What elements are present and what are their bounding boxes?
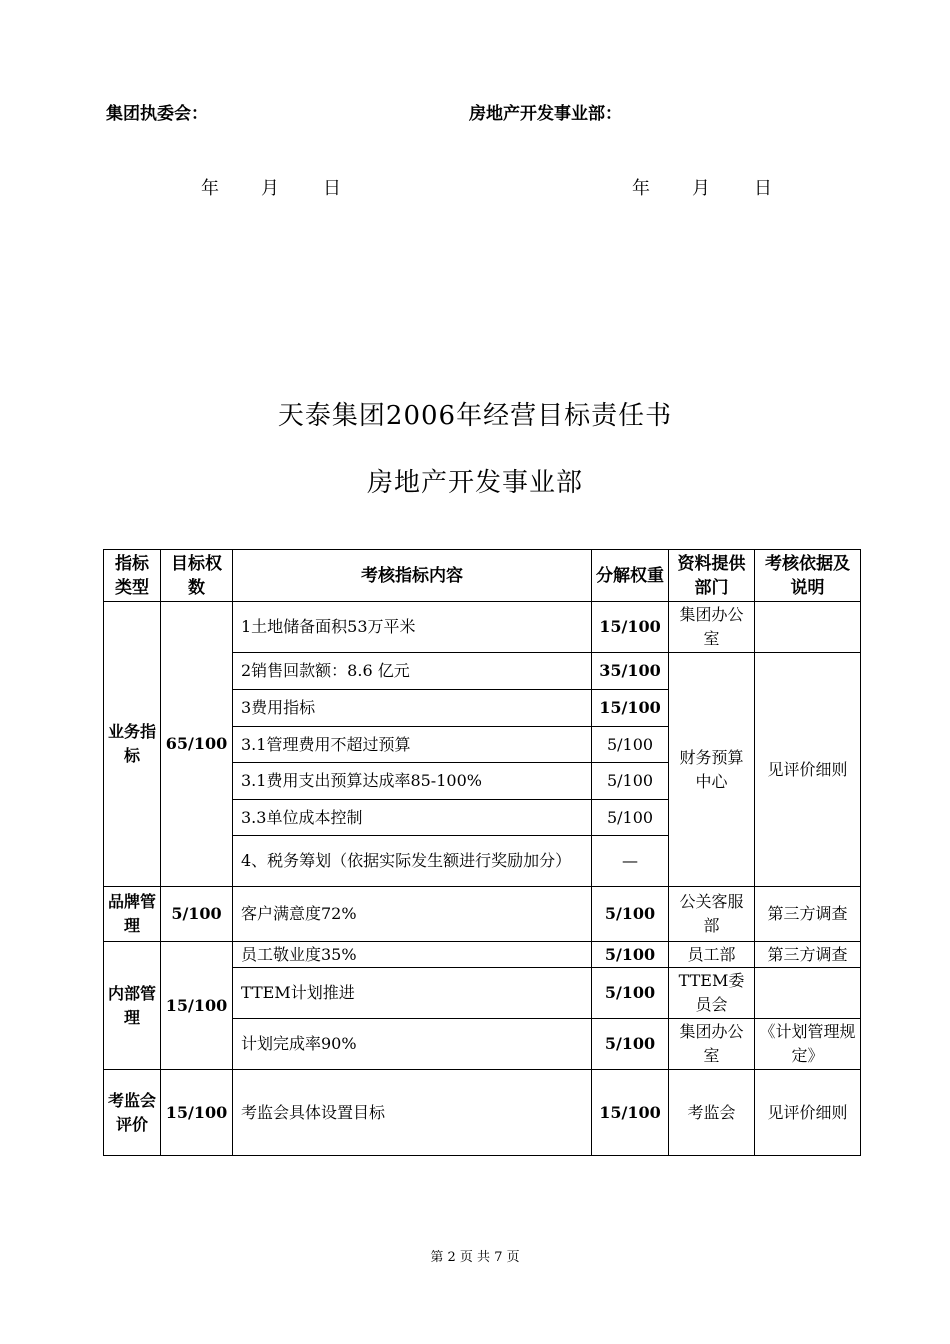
- day-label: 日: [754, 178, 772, 199]
- document-subtitle: 房地产开发事业部: [366, 468, 583, 498]
- division-signature-label: 房地产开发事业部：: [469, 104, 622, 124]
- basis-cell: 见评价细则: [755, 653, 861, 887]
- header-cell: 指标类型: [104, 550, 161, 602]
- indicator-content-cell: 3.3单位成本控制: [233, 800, 592, 836]
- target-responsibility-table: [103, 549, 861, 1156]
- year-label: 年: [632, 178, 650, 199]
- basis-cell: 第三方调查: [755, 887, 861, 942]
- indicator-content-cell: 3费用指标: [233, 690, 592, 727]
- indicator-content-cell: TTEM计划推进: [233, 968, 592, 1019]
- month-label: 月: [261, 178, 279, 199]
- header-cell: 考核指标内容: [233, 550, 592, 602]
- indicator-content-cell: 考监会具体设置目标: [233, 1070, 592, 1156]
- header-cell: 考核依据及说明: [755, 550, 861, 602]
- split-weight-cell: —: [592, 836, 669, 887]
- basis-cell: 第三方调查: [755, 942, 861, 968]
- source-dept-cell: TTEM委员会: [669, 968, 755, 1019]
- split-weight-cell: 15/100: [592, 690, 669, 727]
- source-dept-cell: 财务预算中心: [669, 653, 755, 887]
- target-weight-cell: 15/100: [161, 1070, 233, 1156]
- indicator-content-cell: 客户满意度72%: [233, 887, 592, 942]
- indicator-type-cell: 内部管理: [104, 942, 161, 1070]
- basis-cell: [755, 602, 861, 653]
- split-weight-cell: 5/100: [592, 968, 669, 1019]
- header-cell: 目标权数: [161, 550, 233, 602]
- split-weight-cell: 5/100: [592, 887, 669, 942]
- source-dept-cell: 集团办公室: [669, 1019, 755, 1070]
- indicator-content-cell: 计划完成率90%: [233, 1019, 592, 1070]
- basis-cell: 见评价细则: [755, 1070, 861, 1156]
- indicator-content-cell: 1土地储备面积53万平米: [233, 602, 592, 653]
- indicator-content-cell: 3.1费用支出预算达成率85-100%: [233, 763, 592, 800]
- day-label: 日: [323, 178, 341, 199]
- document-title: 天泰集团2006年经营目标责任书: [277, 401, 673, 431]
- year-label: 年: [201, 178, 219, 199]
- header-cell: 分解权重: [592, 550, 669, 602]
- indicator-content-cell: 2销售回款额：8.6 亿元: [233, 653, 592, 690]
- source-dept-cell: 公关客服部: [669, 887, 755, 942]
- table-row: [104, 887, 861, 942]
- target-weight-cell: 65/100: [161, 602, 233, 887]
- indicator-content-cell: 4、税务筹划（依据实际发生额进行奖励加分）: [233, 836, 592, 887]
- basis-cell: 《计划管理规定》: [755, 1019, 861, 1070]
- left-date-line: [201, 174, 341, 200]
- table-header-row: [104, 550, 861, 602]
- header-cell: 资料提供部门: [669, 550, 755, 602]
- indicator-type-cell: 品牌管理: [104, 887, 161, 942]
- group-committee-signature-label: 集团执委会：: [106, 104, 208, 124]
- source-dept-cell: 员工部: [669, 942, 755, 968]
- right-date-line: [632, 174, 772, 200]
- source-dept-cell: 考监会: [669, 1070, 755, 1156]
- target-weight-cell: 15/100: [161, 942, 233, 1070]
- split-weight-cell: 15/100: [592, 602, 669, 653]
- split-weight-cell: 5/100: [592, 942, 669, 968]
- table-row: [104, 942, 861, 968]
- split-weight-cell: 5/100: [592, 727, 669, 763]
- split-weight-cell: 5/100: [592, 763, 669, 800]
- indicator-content-cell: 3.1管理费用不超过预算: [233, 727, 592, 763]
- split-weight-cell: 15/100: [592, 1070, 669, 1156]
- split-weight-cell: 35/100: [592, 653, 669, 690]
- page-footer: 第 2 页 共 7 页: [430, 1250, 520, 1265]
- target-weight-cell: 5/100: [161, 887, 233, 942]
- split-weight-cell: 5/100: [592, 800, 669, 836]
- indicator-type-cell: 考监会评价: [104, 1070, 161, 1156]
- basis-cell: [755, 968, 861, 1019]
- split-weight-cell: 5/100: [592, 1019, 669, 1070]
- indicator-content-cell: 员工敬业度35%: [233, 942, 592, 968]
- table-row: [104, 602, 861, 653]
- indicator-type-cell: 业务指标: [104, 602, 161, 887]
- month-label: 月: [692, 178, 710, 199]
- source-dept-cell: 集团办公室: [669, 602, 755, 653]
- table-row: [104, 1070, 861, 1156]
